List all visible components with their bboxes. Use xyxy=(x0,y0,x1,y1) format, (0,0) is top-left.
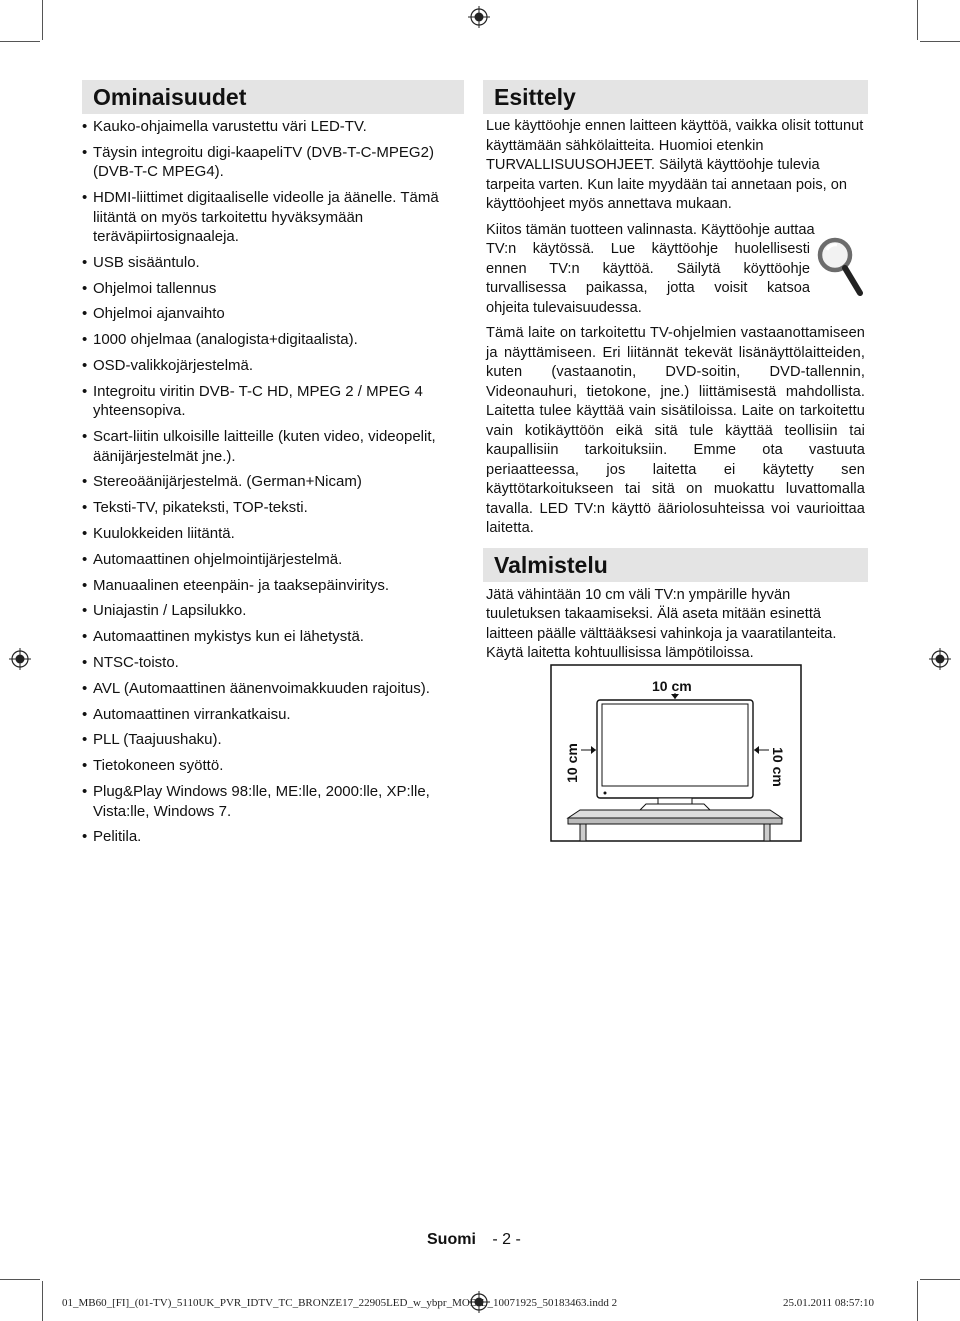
features-list xyxy=(82,117,464,847)
feature-item: • Automaattinen virrankatkaisu. xyxy=(82,705,464,725)
feature-item: • Ohjelmoi tallennus xyxy=(82,279,464,299)
feature-item: • Kuulokkeiden liitäntä. xyxy=(82,524,464,544)
feature-item: • USB sisääntulo. xyxy=(82,253,464,273)
registration-mark-icon xyxy=(929,648,951,670)
slug-filename: 01_MB60_[FI]_(01-TV)_5110UK_PVR_IDTV_TC_BRONZE17_22905LED_w_ybpr_MOBIL_10071925_50183463.indd 2 xyxy=(62,1297,618,1309)
crop-mark xyxy=(42,1281,43,1321)
thanks-line: Kiitos tämän tuotteen valinnasta. Käyttöohje auttaa xyxy=(486,221,815,238)
magnifier-icon xyxy=(813,233,865,297)
feature-item: • AVL (Automaattinen äänenvoimakkuuden rajoitus). xyxy=(82,679,464,699)
crop-mark xyxy=(917,0,918,40)
feature-item: • Stereoäänijärjestelmä. (German+Nicam) xyxy=(82,472,464,492)
crop-mark xyxy=(0,1279,40,1280)
feature-item: • Scart-liitin ulkoisille laitteille (kuten video, videopelit, äänijärjestelmät jne.). xyxy=(82,427,464,466)
feature-item: • Plug&Play Windows 98:lle, ME:lle, 2000:lle, XP:lle, Vista:lle, Windows 7. xyxy=(82,782,464,821)
registration-mark-icon xyxy=(9,648,31,670)
page-number: - 2 - xyxy=(492,1231,521,1248)
registration-mark-icon xyxy=(468,6,490,28)
feature-item: • Pelitila. xyxy=(82,827,464,847)
feature-item: • 1000 ohjelmaa (analogista+digitaalista). xyxy=(82,330,464,350)
clearance-right-label: 10 cm xyxy=(770,747,786,787)
slug-date: 25.01.2011 08:57:10 xyxy=(783,1297,874,1309)
feature-item: • Tietokoneen syöttö. xyxy=(82,756,464,776)
thanks-block xyxy=(483,221,868,319)
feature-item: • Integroitu viritin DVB- T-C HD, MPEG 2 / MPEG 4 yhteensopiva. xyxy=(82,382,464,421)
language-label: Suomi xyxy=(427,1231,476,1248)
features-heading: Ominaisuudet xyxy=(82,80,464,114)
crop-mark xyxy=(917,1281,918,1321)
features-column xyxy=(82,80,464,853)
preparation-paragraph: Jätä vähintään 10 cm väli TV:n ympärille hyvän tuuletuksen takaamiseksi. Älä aseta mitään esinettä laitteen päälle välttääksesi vahinkoja ja vaaratilanteita. Käytä laitetta kohtuullisissa lämpötiloissa. xyxy=(486,586,837,661)
feature-item: • OSD-valikkojärjestelmä. xyxy=(82,356,464,376)
crop-mark xyxy=(42,0,43,40)
thanks-paragraph-line: TV:n käytössä. Lue käyttöohje huolellisesti xyxy=(486,241,810,257)
crop-mark xyxy=(920,41,960,42)
feature-item: • Manuaalinen eteenpäin- ja taaksepäinviritys. xyxy=(82,576,464,596)
preparation-heading: Valmistelu xyxy=(483,548,868,582)
intro-heading: Esittely xyxy=(483,80,868,114)
thanks-paragraph-line: ohjeita tulevaisuudessa. xyxy=(486,299,642,316)
feature-item: • PLL (Taajuushaku). xyxy=(82,730,464,750)
page-footer xyxy=(427,1231,521,1249)
thanks-paragraph xyxy=(483,240,813,318)
clearance-top-label: 10 cm xyxy=(652,678,692,694)
crop-mark xyxy=(920,1279,960,1280)
feature-item: • Kauko-ohjaimella varustettu väri LED-TV. xyxy=(82,117,464,137)
feature-item: • Teksti-TV, pikateksti, TOP-teksti. xyxy=(82,498,464,518)
feature-item: • Automaattinen ohjelmointijärjestelmä. xyxy=(82,550,464,570)
feature-item: • Automaattinen mykistys kun ei lähetystä. xyxy=(82,627,464,647)
feature-item: • Täysin integroitu digi-kaapeliTV (DVB-T-C-MPEG2) (DVB-T-C MPEG4). xyxy=(82,143,464,182)
feature-item: • Ohjelmoi ajanvaihto xyxy=(82,304,464,324)
crop-mark xyxy=(0,41,40,42)
feature-item: • Uniajastin / Lapsilukko. xyxy=(82,601,464,621)
intro-paragraph: Lue käyttöohje ennen laitteen käyttöä, vaikka olisit tottunut käyttämään sähkölaitteita. Huomioi etenkin TURVALLISUUSOHJEET. Säilytä käyttöohje tulevia tarpeita varten. Kun laite myydään tai annetaan pois, on käyttöohjeet myös annettava mukaan. xyxy=(486,118,864,212)
thanks-paragraph-line: ennen TV:n käyttöä. Säilytä köyttöohje xyxy=(486,260,810,277)
feature-item: • HDMI-liittimet digitaaliselle videolle ja äänelle. Tämä liitäntä on myös tarkoitettu hyväksymään teräväpiirtosignaaleja. xyxy=(82,188,464,247)
feature-item: • NTSC-toisto. xyxy=(82,653,464,673)
usage-paragraph: Tämä laite on tarkoitettu TV-ohjelmien vastaanottamiseen ja näyttämiseen. Eri liitännät tekevät lisänäyttölaitteiden, kuten (vastaanotin, DVD-soitin, DVD-tallennin, Videonauhuri, tietokone, jne.) liittämisestä mahdollista. Laitetta tulee käyttää vain sisätiloissa. Laite on tarkoitettu vain kotikäyttöön eikä sitä tule käyttää teollisiin tai kaupallisiin tarkoituksiin. Emme ota vastuuta periaatteessa, jos laitetta ei käytetty sen käyttötarkoitukseen tai sitä on muokattu luvattomalla tavalla. LED TV:n käyttö ääriolosuhteissa voi vaurioittaa laitetta. xyxy=(486,325,865,536)
thanks-paragraph-line: turvallisessa paikassa, jotta voisit katsoa xyxy=(486,280,810,296)
clearance-left-label: 10 cm xyxy=(564,743,580,783)
intro-column xyxy=(483,80,868,664)
